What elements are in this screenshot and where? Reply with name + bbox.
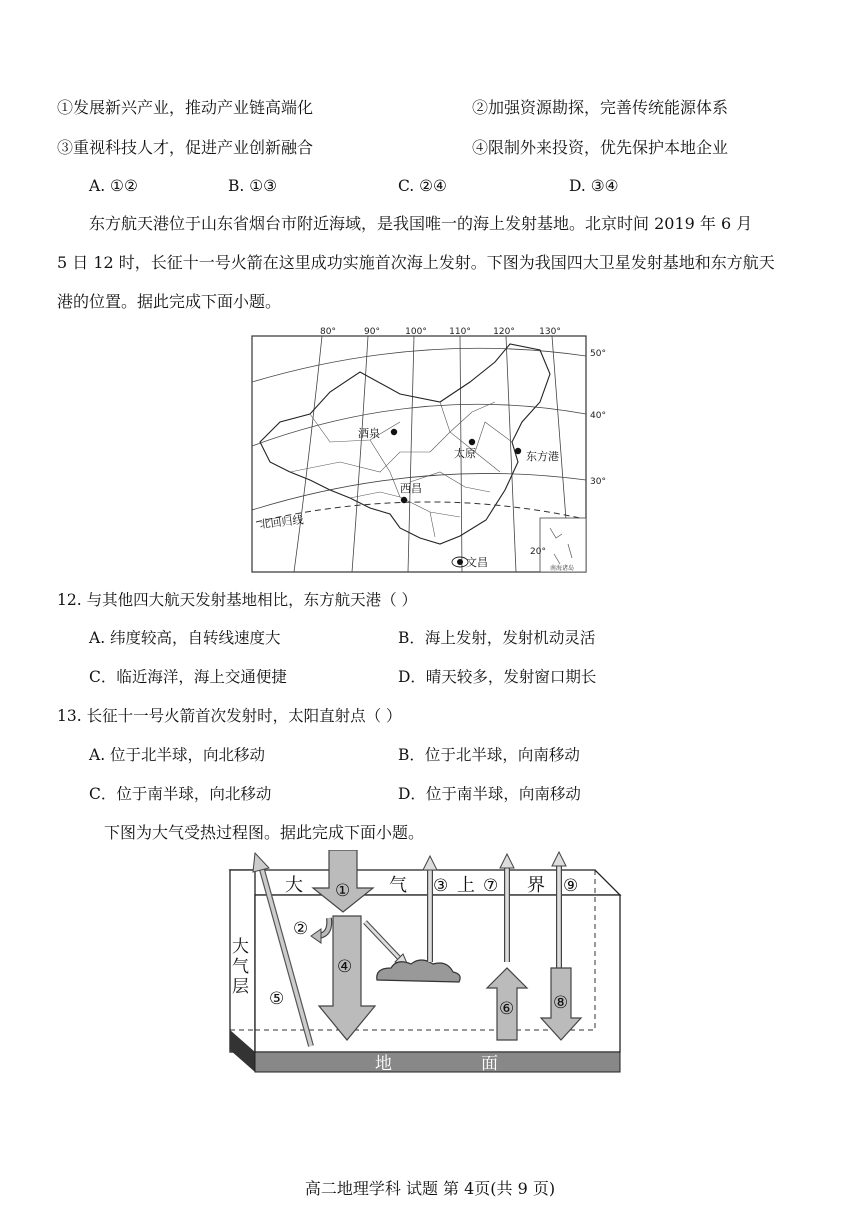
ground-word-1: 地: [375, 1054, 392, 1074]
q11-choice-d: D. ③④: [569, 177, 619, 195]
passage1-line2: 5 日 12 时，长征十一号火箭在这里成功实施首次海上发射。下图为我国四大卫星发射基地和东方航天: [57, 253, 775, 272]
side-label-char-2: 气: [232, 957, 249, 977]
ground-word-2: 面: [481, 1054, 498, 1074]
lon-label-120: 120°: [493, 327, 515, 337]
num-4: ④: [337, 957, 353, 977]
side-label-char-1: 大: [232, 937, 249, 957]
site-wenchang: 文昌: [466, 556, 488, 569]
num-9: ⑨: [563, 876, 579, 896]
q12-stem: 12. 与其他四大航天发射基地相比，东方航天港（ ）: [57, 591, 418, 609]
lon-label-110: 110°: [449, 327, 471, 337]
q12-option-a: A. 纬度较高，自转线速度大: [89, 629, 281, 647]
top-word-1: 大: [285, 875, 303, 896]
map-corner-label: 南海诸岛: [549, 565, 575, 572]
passage1-line3: 港的位置。据此完成下面小题。: [57, 292, 282, 311]
num-5: ⑤: [269, 989, 285, 1009]
q11-option-2: ②加强资源勘探，完善传统能源体系: [472, 98, 729, 117]
china-launch-sites-map: [250, 322, 610, 576]
q11-choice-c: C. ②④: [398, 177, 447, 195]
tropic-label: 北回归线: [258, 513, 305, 531]
q11-choice-a: A. ①②: [89, 177, 138, 195]
lon-label-90: 90°: [364, 327, 380, 337]
num-2: ②: [293, 919, 309, 939]
q11-option-4: ④限制外来投资，优先保护本地企业: [472, 138, 729, 157]
num-3: ③: [433, 876, 449, 896]
atmosphere-heating-diagram: [225, 850, 625, 1080]
q12-option-d: D．晴天较多，发射窗口期长: [398, 668, 597, 686]
num-8: ⑧: [553, 993, 569, 1013]
q11-choice-b: B. ①③: [228, 177, 278, 195]
lon-label-100: 100°: [405, 327, 427, 337]
q11-option-3: ③重视科技人才，促进产业创新融合: [57, 138, 314, 157]
top-word-4: 界: [527, 875, 545, 896]
site-dongfanggang: 东方港: [526, 450, 559, 463]
num-6: ⑥: [499, 999, 515, 1019]
passage1-line1: 东方航天港位于山东省烟台市附近海域，是我国唯一的海上发射基地。北京时间 2019 年 6 月: [89, 214, 753, 233]
q12-option-c: C．临近海洋，海上交通便捷: [89, 668, 287, 686]
lat-label-40: 40°: [590, 411, 606, 421]
q13-stem: 13. 长征十一号火箭首次发射时，太阳直射点（ ）: [57, 707, 402, 725]
num-7: ⑦: [483, 876, 499, 896]
q13-option-d: D．位于南半球，向南移动: [398, 785, 581, 803]
side-label-char-3: 层: [232, 977, 249, 997]
q13-option-c: C．位于南半球，向北移动: [89, 785, 272, 803]
lat-label-30: 30°: [590, 477, 606, 487]
q13-option-b: B．位于北半球，向南移动: [398, 746, 580, 764]
num-1: ①: [335, 881, 351, 901]
lon-label-130: 130°: [539, 327, 561, 337]
site-taiyuan: 太原: [454, 447, 476, 460]
site-jiuquan: 酒泉: [358, 427, 380, 440]
site-xichang: 西昌: [400, 482, 422, 495]
top-word-3: 上: [457, 875, 475, 896]
top-word-2: 气: [389, 875, 407, 896]
lat-label-50: 50°: [590, 349, 606, 359]
q12-option-b: B．海上发射，发射机动灵活: [398, 629, 596, 647]
q11-option-1: ①发展新兴产业，推动产业链高端化: [57, 98, 314, 117]
q13-option-a: A. 位于北半球，向北移动: [89, 746, 266, 764]
lon-label-80: 80°: [320, 327, 336, 337]
page-footer: 高二地理学科 试题 第 4页(共 9 页): [304, 1179, 556, 1198]
lat-label-20: 20°: [530, 547, 546, 557]
passage2: 下图为大气受热过程图。据此完成下面小题。: [104, 823, 425, 842]
